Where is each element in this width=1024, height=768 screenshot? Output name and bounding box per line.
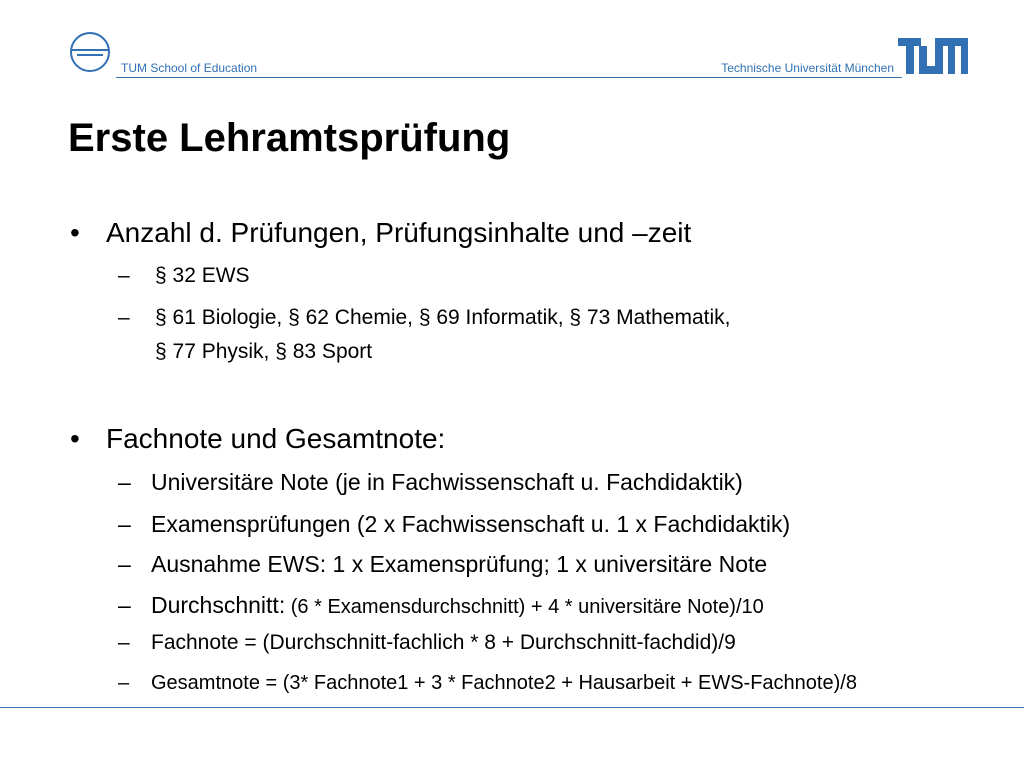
university-name: Technische Universität München bbox=[721, 61, 894, 75]
dash-marker: – bbox=[118, 672, 130, 694]
bullet-marker: • bbox=[70, 217, 80, 248]
list-item: Universitäre Note (je in Fachwissenschaft u. Fachdidaktik) bbox=[151, 469, 743, 495]
dash-marker: – bbox=[118, 264, 130, 287]
list-item: Ausnahme EWS: 1 x Examensprüfung; 1 x universitäre Note bbox=[151, 551, 768, 577]
header-divider bbox=[116, 77, 902, 78]
bullet-point bbox=[70, 216, 80, 250]
list-item: Gesamtnote = (3* Fachnote1 + 3 * Fachnote2 + Hausarbeit + EWS-Fachnote)/8 bbox=[151, 672, 857, 694]
school-name: TUM School of Education bbox=[121, 61, 258, 75]
list-item-continuation: § 77 Physik, § 83 Sport bbox=[155, 340, 373, 363]
list-item-formula: (6 * Examensdurchschnitt) + 4 * universitäre Note)/10 bbox=[285, 596, 764, 618]
dash-marker: – bbox=[118, 631, 130, 654]
tum-logo-icon bbox=[898, 38, 968, 74]
bullet-marker: • bbox=[70, 423, 80, 454]
list-item: § 61 Biologie, § 62 Chemie, § 69 Informatik, § 73 Mathematik, bbox=[155, 306, 731, 329]
section-heading-noten: Fachnote und Gesamtnote: bbox=[106, 423, 446, 454]
list-item-label: Durchschnitt: bbox=[151, 592, 286, 618]
list-item: Fachnote = (Durchschnitt-fachlich * 8 + Durchschnitt-fachdid)/9 bbox=[151, 631, 736, 654]
list-item: Examensprüfungen (2 x Fachwissenschaft u. 1 x Fachdidaktik) bbox=[151, 511, 791, 537]
dash-marker: – bbox=[118, 469, 131, 495]
section-heading-pruefungen: Anzahl d. Prüfungen, Prüfungsinhalte und –zeit bbox=[106, 217, 692, 248]
list-item: § 32 EWS bbox=[155, 264, 250, 287]
slide-title: Erste Lehramtsprüfung bbox=[68, 116, 511, 160]
dash-marker: – bbox=[118, 306, 130, 329]
bullet-point bbox=[70, 422, 80, 456]
list-item bbox=[151, 590, 764, 622]
school-of-education-logo-icon bbox=[68, 30, 112, 74]
dash-marker: – bbox=[118, 511, 131, 537]
dash-marker: – bbox=[118, 592, 131, 618]
dash-marker: – bbox=[118, 551, 131, 577]
footer-divider bbox=[0, 707, 1024, 708]
